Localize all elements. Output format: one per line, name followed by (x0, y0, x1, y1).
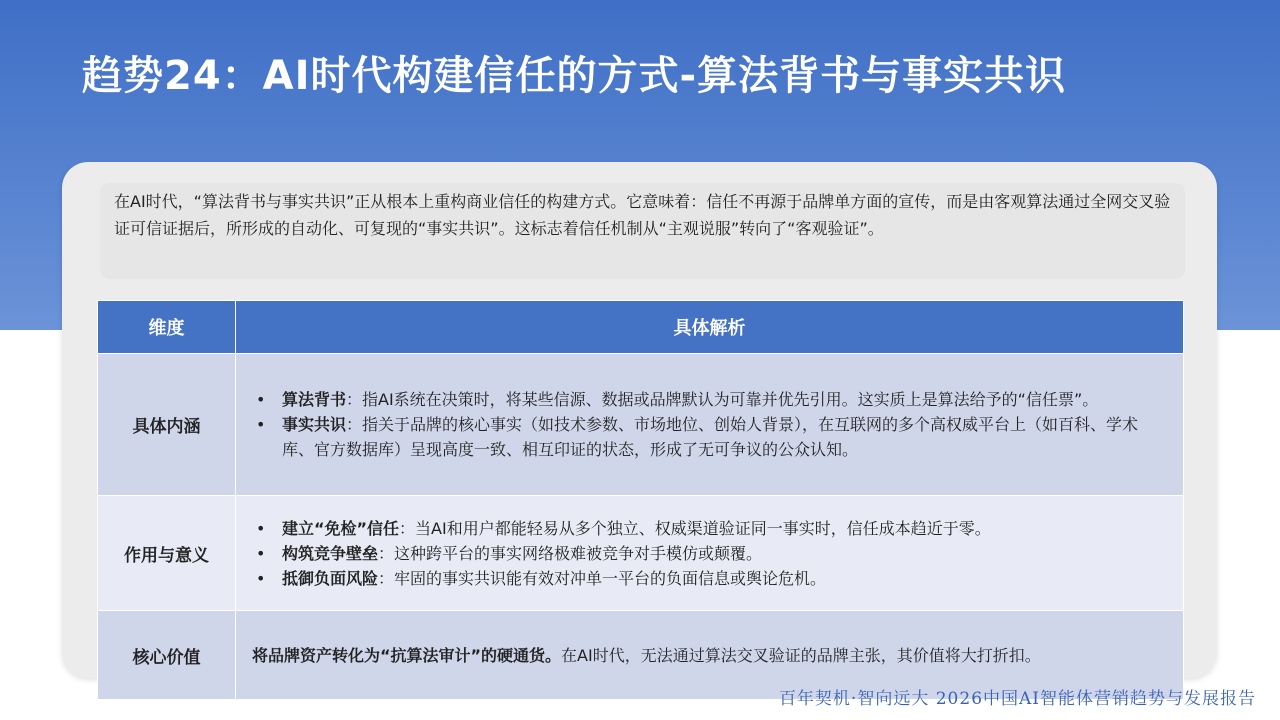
row-dimension: 作用与意义 (98, 496, 236, 611)
bullet-lead: 算法背书 (282, 390, 347, 409)
bullet-item (252, 412, 1167, 462)
table-row (98, 354, 1184, 496)
bullet-lead: 建立“免检”信任 (282, 518, 400, 538)
bullet-item (252, 516, 1167, 541)
bullet-lead: 构筑竞争壁垒 (282, 543, 379, 563)
bullet-lead: 抵御负面风险 (282, 568, 379, 588)
value-text: 在AI时代，无法通过算法交叉验证的品牌主张，其价值将大打折扣。 (561, 645, 1041, 665)
footer-report-name: 百年契机·智向远大 2026中国AI智能体营销趋势与发展报告 (778, 689, 1256, 709)
bullet-text: ：指关于品牌的核心事实（如技术参数、市场地位、创始人背景），在互联网的多个高权威平台上（如百科、学术库、官方数据库）呈现高度一致、相互印证的状态，形成了无可争议的公众认知。 (282, 415, 1139, 459)
row-dimension: 具体内涵 (98, 354, 236, 496)
row-dimension: 核心价值 (98, 611, 236, 700)
analysis-table (97, 300, 1184, 700)
bullet-text: ：指AI系统在决策时，将某些信源、数据或品牌默认为可靠并优先引用。这实质上是算法给予的“信任票”。 (346, 390, 1099, 409)
row-detail (236, 354, 1184, 496)
page-title: 趋势24：AI时代构建信任的方式-算法背书与事实共识 (82, 53, 1067, 99)
value-lead: 将品牌资产转化为“抗算法审计”的硬通货。 (252, 645, 562, 665)
bullet-text: ：牢固的事实共识能有效对冲单一平台的负面信息或舆论危机。 (378, 568, 827, 588)
bullet-item (252, 541, 1167, 566)
table-header-row (98, 301, 1184, 354)
row-detail (236, 496, 1184, 611)
header-dimension: 维度 (98, 301, 236, 354)
bullet-text: ：这种跨平台的事实网络极难被竞争对手模仿或颠覆。 (378, 543, 763, 563)
intro-paragraph: 在AI时代，“算法背书与事实共识”正从根本上重构商业信任的构建方式。它意味着：信任不再源于品牌单方面的宣传，而是由客观算法通过全网交叉验证可信证据后，所形成的自动化、可复现的“事实共识”。这标志着信任机制从“主观说服”转向了“客观验证”。 (114, 192, 1171, 238)
bullet-item (252, 387, 1167, 412)
bullet-item (252, 566, 1167, 591)
bullet-lead: 事实共识 (282, 415, 347, 434)
header-detail: 具体解析 (236, 301, 1184, 354)
table-row (98, 496, 1184, 611)
bullet-text: ：当AI和用户都能轻易从多个独立、权威渠道验证同一事实时，信任成本趋近于零。 (399, 518, 991, 538)
